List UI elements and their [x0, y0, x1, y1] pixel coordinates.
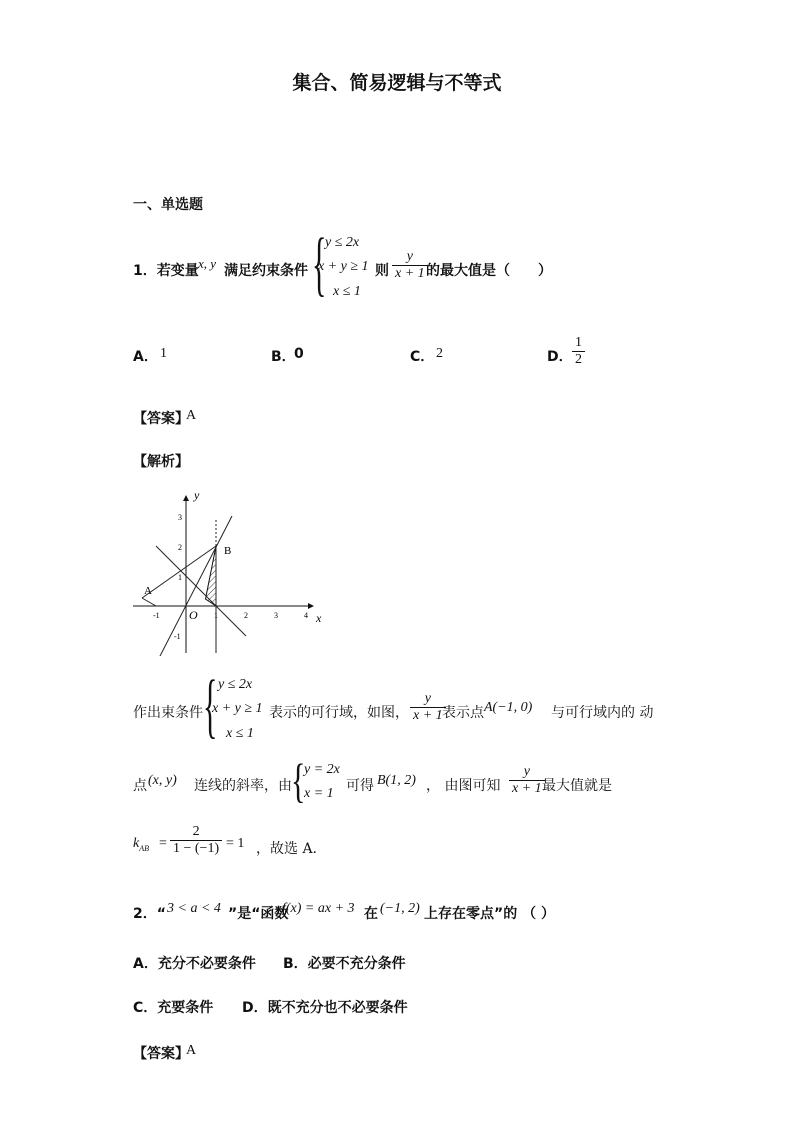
- q1-option-c-value: 2: [436, 346, 443, 361]
- exp1-fraction-numerator: y: [424, 691, 431, 706]
- x-tick-3: 3: [274, 611, 278, 620]
- q1-answer-label: 【答案】: [133, 411, 189, 427]
- line-a-to-b: [142, 546, 216, 598]
- k-rhs: = 1: [226, 836, 245, 851]
- k-tail: ，故选 A.: [256, 841, 318, 857]
- q2-suffix: 上存在零点”的 （ ）: [424, 906, 555, 922]
- y-tick-3: 3: [178, 513, 182, 522]
- q1-answer-value: A: [186, 408, 197, 423]
- exp1-fraction: [410, 691, 446, 724]
- q2-mid: ”是“函数: [228, 906, 289, 922]
- section-heading: 一、单选题: [133, 197, 203, 213]
- k-letter: k: [133, 836, 140, 851]
- exp2-mid: 连线的斜率，由: [194, 778, 292, 794]
- page-title: 集合、简易逻辑与不等式: [292, 72, 502, 94]
- xy-expr: (x, y): [148, 773, 177, 788]
- point-a-marker: [142, 598, 156, 606]
- point-b-label: B: [224, 545, 232, 557]
- k-symbol: [133, 836, 149, 853]
- q2-function: f(x) = ax + 3: [282, 901, 355, 916]
- exp2-fraction: [509, 764, 545, 797]
- point-a-label: A: [144, 585, 152, 597]
- q1-option-d-label: D．: [547, 349, 573, 365]
- q1-option-b-value: 0: [294, 346, 304, 362]
- q1-option-c-label: C．: [410, 349, 435, 365]
- q1-option-d-fraction: [572, 335, 585, 368]
- k-equals: =: [159, 836, 167, 851]
- k-fraction: [170, 824, 222, 857]
- x-axis-label: x: [316, 611, 322, 625]
- line-x-plus-y-equals-1: [156, 546, 246, 636]
- q2-prefix: 2．“: [133, 906, 166, 922]
- q1-fraction-denominator: x + 1: [392, 265, 428, 282]
- q1-constraint-1: y ≤ 2x: [325, 235, 360, 250]
- exp2-fraction-denominator: x + 1: [509, 780, 545, 797]
- exp2-fraction-numerator: y: [523, 764, 530, 779]
- exp1-constraint-3: x ≤ 1: [226, 726, 254, 741]
- exp2-brace: {: [291, 754, 306, 808]
- exp1-constraint-1: y ≤ 2x: [218, 677, 253, 692]
- q1-vars: x, y: [198, 256, 217, 271]
- q1-mid: 满足约束条件: [224, 263, 308, 279]
- q1-option-d-denominator: 2: [572, 351, 585, 368]
- feasible-region-graph: [128, 488, 358, 656]
- q1-constraint-3: x ≤ 1: [333, 284, 361, 299]
- exp2-pre: 点: [133, 778, 147, 794]
- q2-option-c: C．充要条件: [133, 1000, 214, 1016]
- k-fraction-numerator: 2: [192, 824, 200, 839]
- origin-label: O: [189, 608, 198, 622]
- q1-option-a-label: A．: [133, 349, 158, 365]
- q1-suffix: 的最大值是（ ）: [426, 263, 552, 279]
- q1-then: 则: [375, 263, 389, 279]
- exp1-post: 表示的可行域，如图，: [269, 705, 409, 721]
- exp2-mid3: ， 由图可知: [426, 778, 501, 794]
- x-tick-1: 1: [214, 611, 218, 620]
- x-tick-neg1: -1: [153, 611, 160, 620]
- x-tick-2: 2: [244, 611, 248, 620]
- exp1-pre: 作出束条件: [133, 705, 203, 721]
- y-tick-2: 2: [178, 543, 182, 552]
- q1-analysis-label: 【解析】: [133, 454, 189, 470]
- q1-option-d-numerator: 1: [575, 335, 582, 350]
- q2-interval: (−1, 2): [380, 901, 420, 916]
- q1-option-b-label: B．: [271, 349, 296, 365]
- exp1-tail-pre: 表示点: [442, 705, 484, 721]
- q1-target-fraction: [392, 249, 428, 282]
- q1-constraint-2: x + y ≥ 1: [318, 259, 369, 274]
- q2-answer-value: A: [186, 1043, 197, 1058]
- y-axis-label: y: [194, 488, 200, 502]
- exp2-mid2: 可得: [346, 778, 374, 794]
- y-tick-neg1: -1: [174, 632, 181, 641]
- k-fraction-denominator: 1 − (−1): [170, 840, 222, 857]
- q2-option-a: A．充分不必要条件: [133, 956, 256, 972]
- q2-answer-label: 【答案】: [133, 1046, 189, 1062]
- system-line-1: y = 2x: [304, 762, 340, 777]
- point-a-expr: A(−1, 0): [484, 700, 533, 715]
- x-tick-4: 4: [304, 611, 308, 620]
- q2-condition: 3 < a < 4: [167, 901, 221, 916]
- q2-option-b: B．必要不充分条件: [283, 956, 406, 972]
- q1-fraction-numerator: y: [406, 249, 413, 264]
- point-b-expr: B(1, 2): [377, 773, 416, 788]
- exp2-tail: 最大值就是: [542, 778, 612, 794]
- q2-option-d: D．既不充分也不必要条件: [242, 1000, 408, 1016]
- q1-prefix: 1．若变量: [133, 263, 199, 279]
- exp1-tail: 与可行域内的 动: [551, 705, 654, 721]
- y-tick-1: 1: [178, 573, 182, 582]
- q1-constraint-brace: {: [312, 225, 327, 305]
- k-subscript: AB: [139, 843, 149, 853]
- q1-option-a-value: 1: [160, 346, 167, 361]
- exp1-constraint-2: x + y ≥ 1: [212, 701, 263, 716]
- exp1-fraction-denominator: x + 1: [410, 707, 446, 724]
- exp1-brace: {: [203, 667, 218, 747]
- system-line-2: x = 1: [304, 786, 334, 801]
- q2-in: 在: [364, 906, 378, 922]
